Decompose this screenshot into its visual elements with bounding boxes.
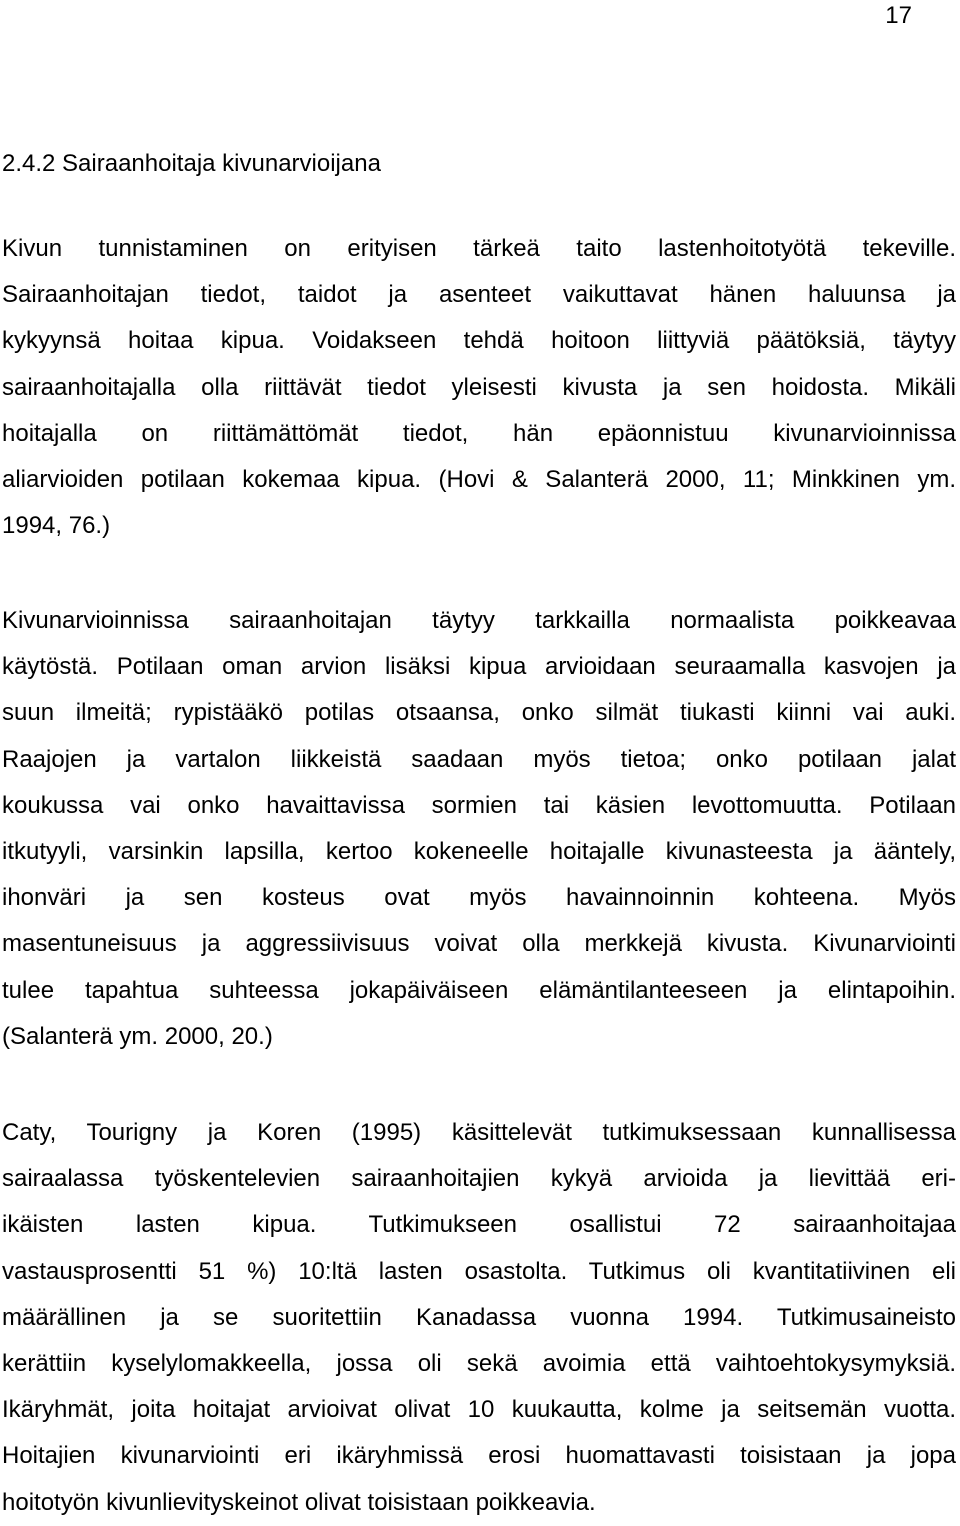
paragraph-line: hoitotyön kivunlievityskeinot olivat toisistaan poikkeavia. <box>2 1488 596 1516</box>
paragraph-line: Sairaanhoitajan tiedot, taidot ja asenteet vaikuttavat hänen haluunsa ja <box>2 281 956 309</box>
paragraph-line: Kivun tunnistaminen on erityisen tärkeä taito lastenhoitotyötä tekeville. <box>2 235 956 262</box>
paragraph-3 <box>2 1110 956 1526</box>
paragraph-2 <box>2 598 956 1060</box>
section-heading: 2.4.2 Sairaanhoitaja kivunarvioijana <box>2 150 381 177</box>
paragraph-line: itkutyyli, varsinkin lapsilla, kertoo kokeneelle hoitajalle kivunasteesta ja ääntely, <box>2 837 956 865</box>
paragraph-line: ihonväri ja sen kosteus ovat myös havainnoinnin kohteena. Myös <box>2 884 956 912</box>
paragraph-line: vastausprosentti 51 %) 10:ltä lasten osastolta. Tutkimus oli kvantitatiivinen eli <box>2 1257 956 1285</box>
paragraph-line: koukussa vai onko havaittavissa sormien tai käsien levottomuutta. Potilaan <box>2 791 956 819</box>
paragraph-line: Kivunarvioinnissa sairaanhoitajan täytyy tarkkailla normaalista poikkeavaa <box>2 607 956 634</box>
paragraph-line: tulee tapahtua suhteessa jokapäiväiseen elämäntilanteeseen ja elintapoihin. <box>2 976 956 1004</box>
paragraph-line: ikäisten lasten kipua. Tutkimukseen osallistui 72 sairaanhoitajaa <box>2 1211 956 1239</box>
paragraph-line: kykyynsä hoitaa kipua. Voidakseen tehdä hoitoon liittyviä päätöksiä, täytyy <box>2 327 956 355</box>
paragraph-line: Caty, Tourigny ja Koren (1995) käsittelevät tutkimuksessaan kunnallisessa <box>2 1119 956 1146</box>
paragraph-line: 1994, 76.) <box>2 512 111 540</box>
paragraph-line: aliarvioiden potilaan kokemaa kipua. (Hovi & Salanterä 2000, 11; Minkkinen ym. <box>2 465 956 493</box>
paragraph-line: käytöstä. Potilaan oman arvion lisäksi kipua arvioidaan seuraamalla kasvojen ja <box>2 653 956 681</box>
paragraph-line: määrällinen ja se suoritettiin Kanadassa vuonna 1994. Tutkimusaineisto <box>2 1303 956 1331</box>
paragraph-line: sairaalassa työskentelevien sairaanhoitajien kykyä arvioida ja lievittää eri- <box>2 1165 956 1193</box>
paragraph-line: Hoitajien kivunarviointi eri ikäryhmissä erosi huomattavasti toisistaan ja jopa <box>2 1442 956 1470</box>
paragraph-line: kerättiin kyselylomakkeella, jossa oli sekä avoimia että vaihtoehtokysymyksiä. <box>2 1349 956 1377</box>
paragraph-line: masentuneisuus ja aggressiivisuus voivat olla merkkejä kivusta. Kivunarviointi <box>2 930 956 958</box>
paragraph-line: (Salanterä ym. 2000, 20.) <box>2 1022 273 1050</box>
paragraph-line: sairaanhoitajalla olla riittävät tiedot yleisesti kivusta ja sen hoidosta. Mikäli <box>2 373 956 401</box>
paragraph-line: suun ilmeitä; rypistääkö potilas otsaansa, onko silmät tiukasti kiinni vai auki. <box>2 699 956 727</box>
page-number: 17 <box>885 2 912 29</box>
paragraph-line: Raajojen ja vartalon liikkeistä saadaan myös tietoa; onko potilaan jalat <box>2 745 956 773</box>
paragraph-1 <box>2 226 956 549</box>
paragraph-line: hoitajalla on riittämättömät tiedot, hän epäonnistuu kivunarvioinnissa <box>2 419 956 447</box>
paragraph-line: Ikäryhmät, joita hoitajat arvioivat olivat 10 kuukautta, kolme ja seitsemän vuotta. <box>2 1396 956 1424</box>
